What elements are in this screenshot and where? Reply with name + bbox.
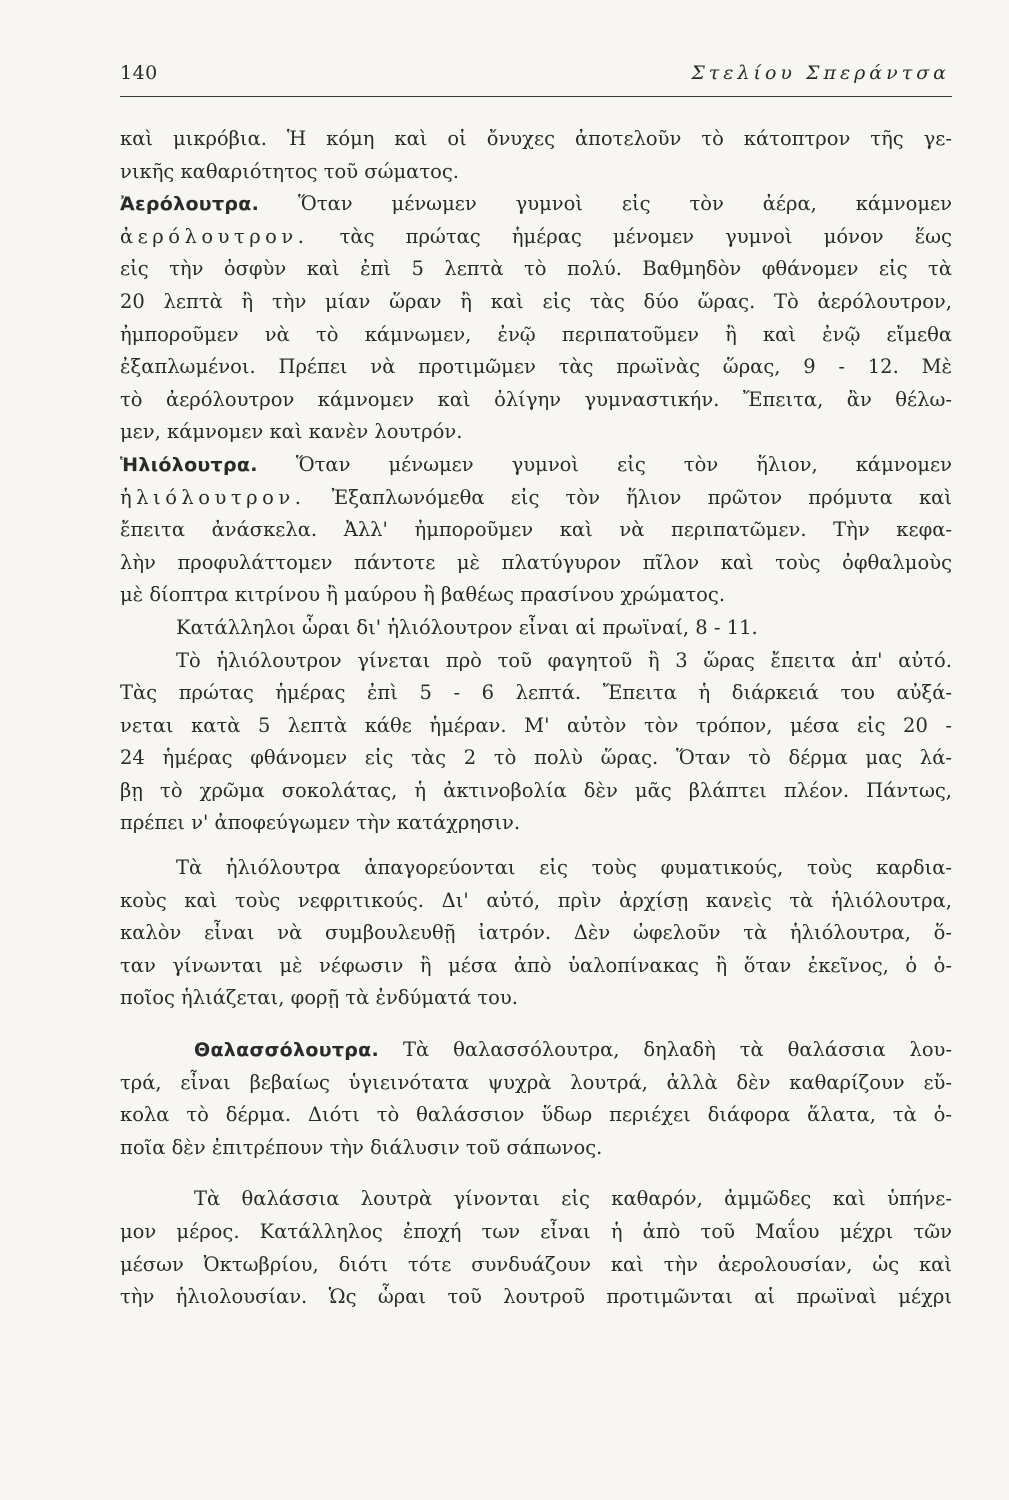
text-line: νεται κατὰ 5 λεπτὰ κάθε ἡμέραν. Μ' αὐτὸν τὸν τρόπον, μέσα εἰς 20 - xyxy=(120,713,952,737)
paragraph-gap xyxy=(120,1164,952,1183)
text-line: 20 λεπτὰ ἢ τὴν μίαν ὥραν ἢ καὶ εἰς τὰς δύο ὥρας. Τὸ ἀερόλουτρον, xyxy=(120,289,952,313)
page-header xyxy=(120,60,950,92)
text-line: τὸ ἀερόλουτρον κάμνομεν καὶ ὀλίγην γυμναστικήν. Ἔπειτα, ἂν θέλω- xyxy=(120,387,952,411)
section-heading: Θαλασσόλουτρα. xyxy=(194,1039,380,1062)
text-line: μον μέρος. Κατάλληλος ἐποχή των εἶναι ἡ ἀπὸ τοῦ Μαΐου μέχρι τῶν xyxy=(120,1220,952,1243)
text-line: 24 ἡμέρας φθάνομεν εἰς τὰς 2 τὸ πολὺ ὥρας. Ὅταν τὸ δέρμα μας λά- xyxy=(120,746,952,770)
text-line: κολα τὸ δέρμα. Διότι τὸ θαλάσσιον ὕδωρ περιέχει διάφορα ἅλατα, τὰ ὁ- xyxy=(120,1103,952,1127)
text-line: καλὸν εἶναι νὰ συμβουλευθῇ ἰατρόν. Δὲν ὠφελοῦν τὰ ἡλιόλουτρα, ὅ- xyxy=(120,921,952,945)
text-line: βῃ τὸ χρῶμα σοκολάτας, ἡ ἀκτινοβολία δὲν μᾶς βλάπτει πλέον. Πάντως, xyxy=(120,778,952,802)
paragraph-gap xyxy=(120,840,952,852)
section-heading: Ἀερόλουτρα. xyxy=(120,193,260,216)
page-body xyxy=(120,123,952,1314)
text-line: Τὰς πρώτας ἡμέρας ἐπὶ 5 - 6 λεπτά. Ἔπειτα ἡ διάρκειά του αὐξά- xyxy=(120,681,952,705)
text-line: εἰς τὴν ὀσφὺν καὶ ἐπὶ 5 λεπτὰ τὸ πολύ. Βαθμηδὸν φθάνομεν εἰς τὰ xyxy=(120,257,952,281)
section-heading: Ἡλιόλουτρα. xyxy=(120,453,258,476)
header-rule xyxy=(120,96,952,97)
text-run: Τὰ θαλασσόλουτρα, δηλαδὴ τὰ θαλάσσια λου- xyxy=(403,1038,953,1062)
text-run: τὰς πρώτας ἡμέρας μένομεν γυμνοὶ μόνον ἕως xyxy=(339,224,952,248)
page-number: 140 xyxy=(120,62,158,84)
section-first-line xyxy=(120,449,952,482)
text-line: ποῖα δὲν ἐπιτρέπουν τὴν διάλυσιν τοῦ σάπωνος. xyxy=(120,1135,603,1159)
text-line: ποῖος ἡλιάζεται, φορῇ τὰ ἐνδύματά του. xyxy=(120,986,518,1010)
text-line: ἠμποροῦμεν νὰ τὸ κάμνωμεν, ἐνῷ περιπατοῦμεν ἢ καὶ ἐνῷ εἴμεθα xyxy=(120,322,952,346)
text-run: Ἐξαπλωνόμεθα εἰς τὸν ἥλιον πρῶτον πρόμυτα καὶ xyxy=(331,485,952,509)
text-line: λὴν προφυλάττομεν πάντοτε μὲ πλατύγυρον πῖλον καὶ τοὺς ὀφθαλμοὺς xyxy=(120,550,952,574)
text-line xyxy=(120,482,952,515)
text-run: Ὅταν μένωμεν γυμνοὶ εἰς τὸν ἀέρα, κάμνομεν xyxy=(298,192,952,216)
text-line: Τὰ θαλάσσια λουτρὰ γίνονται εἰς καθαρόν, ἀμμῶδες καὶ ὑπήνε- xyxy=(194,1187,952,1211)
text-line: ταν γίνωνται μὲ νέφωσιν ἢ μέσα ἀπὸ ὑαλοπίνακας ἢ ὅταν ἐκεῖνος, ὁ ὁ- xyxy=(120,953,952,977)
paragraph-gap xyxy=(120,1015,952,1034)
text-line: μέσων Ὀκτωβρίου, διότι τότε συνδυάζουν καὶ τὴν ἀερολουσίαν, ὡς καὶ xyxy=(120,1252,952,1276)
text-line: νικῆς καθαριότητος τοῦ σώματος. xyxy=(120,159,460,183)
text-line: ἔπειτα ἀνάσκελα. Ἀλλ' ἠμποροῦμεν καὶ νὰ περιπατῶμεν. Τὴν κεφα- xyxy=(120,518,952,542)
text-line: πρέπει ν' ἀποφεύγωμεν τὴν κατάχρησιν. xyxy=(120,811,521,835)
text-line: μεν, κάμνομεν καὶ κανὲν λουτρόν. xyxy=(120,420,463,444)
text-line: μὲ δίοπτρα κιτρίνου ἢ μαύρου ἢ βαθέως πρασίνου χρώματος. xyxy=(120,583,726,607)
text-line xyxy=(120,221,952,254)
text-line: Κατάλληλοι ὧραι δι' ἡλιόλουτρον εἶναι αἱ πρωϊναί, 8 - 11. xyxy=(176,615,758,639)
spaced-term: ἡλιόλουτρον. xyxy=(120,485,306,509)
text-line: κοὺς καὶ τοὺς νεφριτικούς. Δι' αὐτό, πρὶν ἀρχίσῃ κανεὶς τὰ ἡλιόλουτρα, xyxy=(120,888,952,912)
text-line: Τὰ ἡλιόλουτρα ἀπαγορεύονται εἰς τοὺς φυματικούς, τοὺς καρδια- xyxy=(176,856,952,880)
text-line: τρά, εἶναι βεβαίως ὑγιεινότατα ψυχρὰ λουτρά, ἀλλὰ δὲν καθαρίζουν εὔ- xyxy=(120,1070,952,1094)
text-line: τὴν ἡλιολουσίαν. Ὡς ὧραι τοῦ λουτροῦ προτιμῶνται αἱ πρωϊναὶ μέχρι xyxy=(120,1285,952,1309)
section-first-line xyxy=(120,1034,952,1067)
text-run: Ὅταν μένωμεν γυμνοὶ εἰς τὸν ἥλιον, κάμνομεν xyxy=(295,452,952,476)
text-line: καὶ μικρόβια. Ἡ κόμη καὶ οἱ ὄνυχες ἀποτελοῦν τὸ κάτοπτρον τῆς γε- xyxy=(120,127,952,150)
section-first-line xyxy=(120,188,952,221)
text-line: Τὸ ἡλιόλουτρον γίνεται πρὸ τοῦ φαγητοῦ ἢ 3 ὥρας ἔπειτα ἀπ' αὐτό. xyxy=(176,648,952,672)
spaced-term: ἀερόλουτρον. xyxy=(120,224,309,248)
text-line: ἐξαπλωμένοι. Πρέπει νὰ προτιμῶμεν τὰς πρωϊνὰς ὥρας, 9 - 12. Μὲ xyxy=(120,355,952,379)
running-title: Στελίου Σπεράντσα xyxy=(691,62,950,84)
